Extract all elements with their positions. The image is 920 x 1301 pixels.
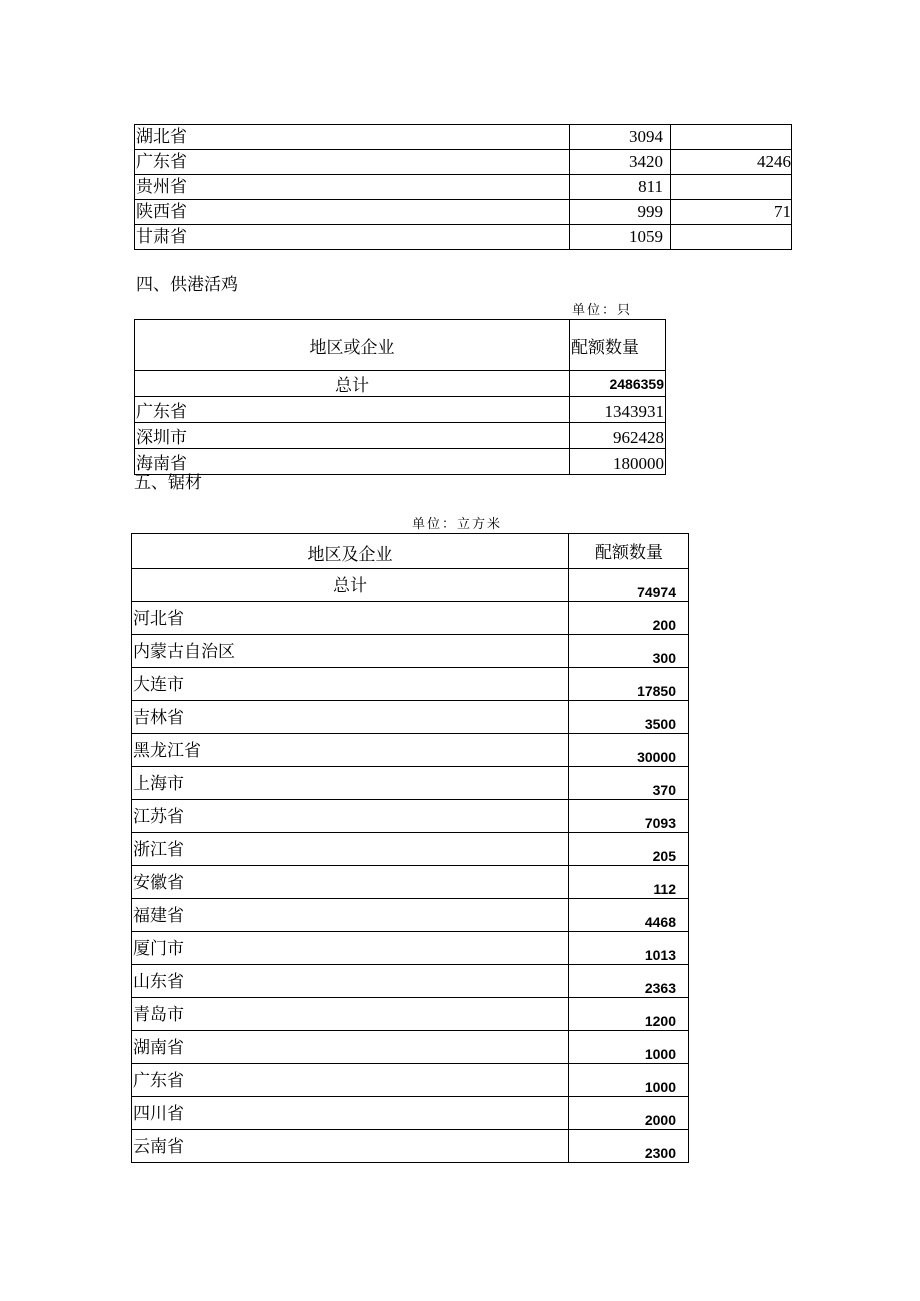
region-cell: 四川省	[132, 1097, 569, 1130]
table-row	[132, 767, 689, 800]
table-row	[135, 423, 666, 449]
table-row	[132, 833, 689, 866]
region-cell: 河北省	[132, 602, 569, 635]
table-row	[132, 635, 689, 668]
table-row	[132, 800, 689, 833]
section-5-unit: 单位：立方米	[412, 517, 503, 532]
quota-table-continued	[134, 124, 792, 250]
region-cell: 云南省	[132, 1130, 569, 1163]
region-cell: 福建省	[132, 899, 569, 932]
quota-cell: 3500	[569, 701, 689, 734]
table-row	[135, 397, 666, 423]
quota-cell-extra	[671, 175, 792, 200]
quota-cell: 4468	[569, 899, 689, 932]
quota-cell-extra	[671, 225, 792, 250]
region-cell: 上海市	[132, 767, 569, 800]
section-5-heading: 五、锯材	[134, 473, 202, 493]
table-row	[132, 932, 689, 965]
column-header-region: 地区及企业	[132, 534, 569, 569]
quota-cell: 3420	[570, 150, 671, 175]
region-cell: 湖南省	[132, 1031, 569, 1064]
table-header-row	[132, 534, 689, 569]
section-4-heading: 四、供港活鸡	[136, 275, 238, 295]
region-cell: 广东省	[132, 1064, 569, 1097]
region-cell: 甘肃省	[135, 225, 570, 250]
table-row	[135, 125, 792, 150]
quota-cell: 180000	[570, 449, 666, 475]
region-cell: 广东省	[135, 150, 570, 175]
table-row	[132, 1097, 689, 1130]
table-row	[132, 701, 689, 734]
table-row	[132, 1130, 689, 1163]
quota-cell: 112	[569, 866, 689, 899]
quota-cell: 7093	[569, 800, 689, 833]
region-cell: 吉林省	[132, 701, 569, 734]
table-row	[132, 1064, 689, 1097]
quota-cell: 2363	[569, 965, 689, 998]
quota-cell: 1000	[569, 1031, 689, 1064]
table-row	[132, 866, 689, 899]
quota-cell: 17850	[569, 668, 689, 701]
column-header-quota: 配额数量	[569, 534, 689, 569]
region-cell: 湖北省	[135, 125, 570, 150]
region-cell: 青岛市	[132, 998, 569, 1031]
quota-cell: 300	[569, 635, 689, 668]
quota-cell: 1000	[569, 1064, 689, 1097]
region-cell: 内蒙古自治区	[132, 635, 569, 668]
table-row	[135, 150, 792, 175]
quota-cell-extra: 4246	[671, 150, 792, 175]
section-4-unit: 单位：只	[572, 303, 633, 318]
total-row	[135, 371, 666, 397]
quota-cell: 3094	[570, 125, 671, 150]
region-cell: 陕西省	[135, 200, 570, 225]
quota-cell: 2300	[569, 1130, 689, 1163]
total-label: 总计	[135, 371, 570, 397]
table-row	[132, 965, 689, 998]
table-row	[135, 175, 792, 200]
region-cell: 广东省	[135, 397, 570, 423]
region-cell: 厦门市	[132, 932, 569, 965]
region-cell: 大连市	[132, 668, 569, 701]
quota-cell: 1059	[570, 225, 671, 250]
quota-cell: 370	[569, 767, 689, 800]
quota-cell-extra	[671, 125, 792, 150]
live-chicken-quota-table	[134, 319, 666, 475]
quota-cell: 200	[569, 602, 689, 635]
region-cell: 黑龙江省	[132, 734, 569, 767]
quota-cell: 999	[570, 200, 671, 225]
region-cell: 贵州省	[135, 175, 570, 200]
table-header-row	[135, 320, 666, 371]
quota-cell: 962428	[570, 423, 666, 449]
column-header-quota: 配额数量	[570, 320, 666, 371]
column-header-region: 地区或企业	[135, 320, 570, 371]
table-row	[132, 899, 689, 932]
region-cell: 江苏省	[132, 800, 569, 833]
table-row	[132, 1031, 689, 1064]
table-row	[135, 200, 792, 225]
table-row	[135, 449, 666, 475]
total-value: 74974	[569, 569, 689, 602]
quota-cell: 1200	[569, 998, 689, 1031]
quota-cell: 1343931	[570, 397, 666, 423]
quota-cell: 811	[570, 175, 671, 200]
quota-cell: 30000	[569, 734, 689, 767]
total-value: 2486359	[570, 371, 666, 397]
quota-cell: 2000	[569, 1097, 689, 1130]
region-cell: 安徽省	[132, 866, 569, 899]
total-row	[132, 569, 689, 602]
region-cell: 山东省	[132, 965, 569, 998]
table-row	[135, 225, 792, 250]
table-row	[132, 734, 689, 767]
region-cell: 深圳市	[135, 423, 570, 449]
region-cell: 海南省	[135, 449, 570, 475]
table-row	[132, 602, 689, 635]
table-row	[132, 998, 689, 1031]
region-cell: 浙江省	[132, 833, 569, 866]
lumber-quota-table	[131, 533, 689, 1163]
table-row	[132, 668, 689, 701]
total-label: 总计	[132, 569, 569, 602]
quota-cell: 1013	[569, 932, 689, 965]
quota-cell: 205	[569, 833, 689, 866]
quota-cell-extra: 71	[671, 200, 792, 225]
